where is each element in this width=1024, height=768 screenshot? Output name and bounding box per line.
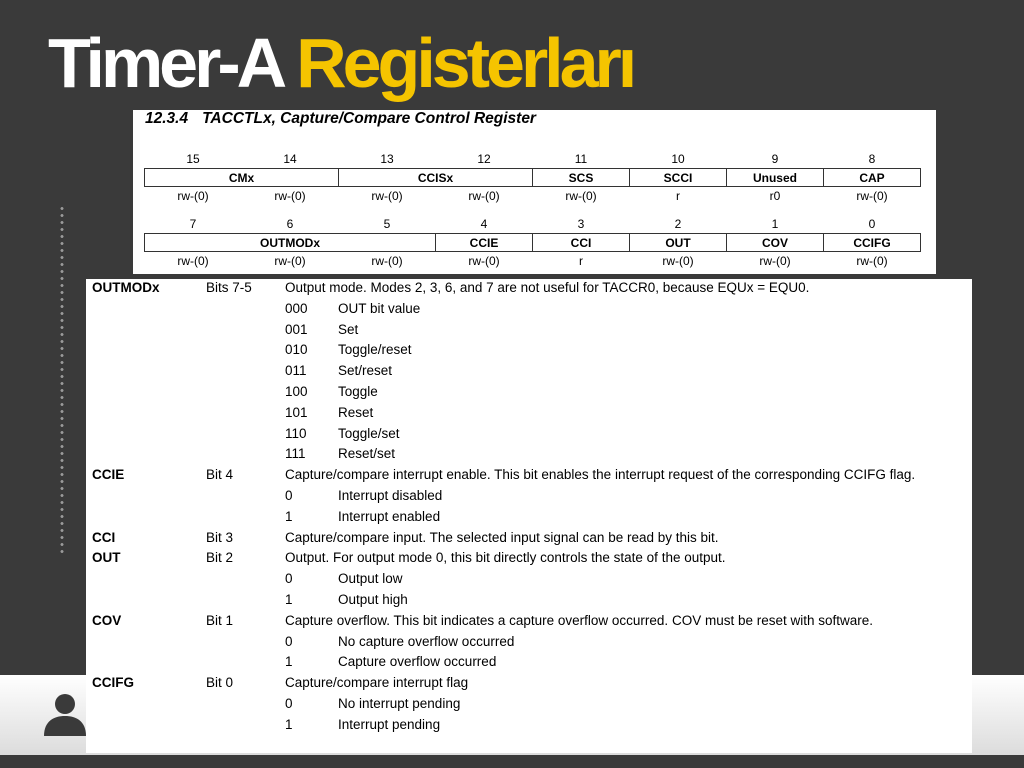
bit-number: 0: [868, 217, 876, 231]
register-field: Unused: [727, 169, 824, 187]
option-code: 0: [285, 571, 293, 587]
access-type: r: [676, 189, 680, 203]
slide-title: [48, 22, 633, 104]
field-name: CCIFG: [92, 675, 134, 691]
option-text: No capture overflow occurred: [338, 633, 515, 649]
option-text: Output high: [338, 592, 408, 607]
access-type: rw-(0): [759, 254, 791, 268]
bit-number: 2: [674, 217, 682, 231]
register-field: CCI: [533, 234, 630, 252]
field-description: Capture/compare input. The selected input signal can be read by this bit.: [285, 529, 719, 545]
field-description: Capture/compare interrupt flag: [285, 675, 469, 691]
access-type: rw-(0): [177, 254, 209, 268]
field-description: Capture/compare interrupt enable. This bit enables the interrupt request of the corresponding CCIFG flag.: [285, 467, 916, 483]
bit-number: 3: [577, 217, 585, 231]
access-type: rw-(0): [371, 189, 403, 203]
slide-title-part1: Timer-A: [48, 24, 297, 102]
register-name: TACCTLx, Capture/Compare Control Register: [202, 110, 536, 127]
option-text: Reset: [338, 404, 374, 420]
footer-bottom-strip: [0, 755, 1024, 768]
access-type: rw-(0): [468, 254, 500, 268]
field-name: CCIE: [92, 467, 125, 483]
access-type: rw-(0): [856, 189, 888, 203]
bit-number: 5: [383, 217, 391, 231]
option-text: Capture overflow occurred: [338, 654, 497, 670]
field-descriptions: [86, 279, 972, 753]
bit-number: 8: [868, 152, 876, 166]
option-code: 1: [285, 654, 293, 670]
option-code: 110: [285, 425, 307, 441]
field-bits: Bit 3: [206, 529, 234, 545]
field-name: OUT: [92, 550, 121, 566]
register-heading: [145, 110, 536, 128]
option-text: Toggle: [338, 384, 378, 399]
field-bits: Bit 0: [206, 675, 234, 691]
option-code: 0: [285, 696, 293, 711]
option-text: Interrupt pending: [338, 716, 441, 732]
access-type: r: [579, 254, 583, 268]
option-code: 1: [285, 592, 293, 607]
bit-number: 4: [480, 217, 488, 231]
option-code: 000: [285, 300, 308, 316]
option-code: 0: [285, 488, 293, 503]
option-code: 101: [285, 404, 308, 420]
option-text: Set/reset: [338, 363, 393, 379]
option-text: OUT bit value: [338, 300, 421, 316]
option-text: Output low: [338, 571, 403, 587]
register-field: COV: [727, 234, 824, 252]
register-field: OUTMODx: [145, 234, 436, 252]
register-field: OUT: [630, 234, 727, 252]
access-type: rw-(0): [468, 189, 500, 203]
field-name: CCI: [92, 529, 116, 545]
register-field: CCIFG: [824, 234, 921, 252]
option-code: 1: [285, 508, 293, 524]
option-code: 001: [285, 321, 308, 337]
field-name: OUTMODx: [92, 280, 160, 295]
bit-number: 6: [286, 217, 294, 231]
bit-number: 7: [189, 217, 197, 231]
option-text: Interrupt enabled: [338, 508, 441, 524]
option-code: 011: [285, 363, 307, 379]
bit-number: 11: [574, 152, 588, 166]
bit-number: 1: [771, 217, 779, 231]
register-field: CAP: [824, 169, 921, 187]
field-bits: Bit 2: [206, 550, 234, 566]
register-lower-byte: [144, 215, 921, 270]
field-name: COV: [92, 612, 122, 628]
register-field: SCCI: [630, 169, 727, 187]
access-type: rw-(0): [274, 254, 306, 268]
access-type: r0: [769, 189, 781, 203]
field-bits: Bit 4: [206, 467, 234, 483]
bit-number: 10: [671, 152, 685, 166]
option-text: Reset/set: [338, 446, 396, 462]
register-field: CCIE: [436, 234, 533, 252]
user-icon: [42, 690, 88, 736]
field-bits: Bits 7-5: [206, 280, 252, 295]
option-text: Toggle/set: [338, 425, 400, 441]
slide-title-part2: Registerları: [296, 24, 634, 102]
option-text: No interrupt pending: [338, 696, 461, 711]
access-type: rw-(0): [274, 189, 306, 203]
register-section-number: 12.3.4: [145, 110, 189, 127]
decorative-dots: [60, 205, 64, 555]
option-text: Set: [338, 321, 359, 337]
access-type: rw-(0): [662, 254, 694, 268]
option-code: 1: [285, 716, 293, 732]
option-code: 0: [285, 633, 293, 649]
option-text: Interrupt disabled: [338, 488, 443, 503]
field-description: Output. For output mode 0, this bit directly controls the state of the output.: [285, 550, 726, 566]
bit-number: 13: [380, 152, 394, 166]
access-type: rw-(0): [856, 254, 888, 268]
register-field: CCISx: [339, 169, 533, 187]
field-description: Output mode. Modes 2, 3, 6, and 7 are not useful for TACCR0, because EQUx = EQU0.: [285, 280, 810, 295]
register-field: CMx: [145, 169, 339, 187]
register-diagram: [133, 110, 936, 274]
field-description: Capture overflow. This bit indicates a capture overflow occurred. COV must be reset with software.: [285, 612, 874, 628]
option-code: 100: [285, 384, 308, 399]
register-field: SCS: [533, 169, 630, 187]
option-text: Toggle/reset: [338, 342, 412, 358]
bit-number: 9: [771, 152, 779, 166]
bit-number: 15: [186, 152, 200, 166]
option-code: 010: [285, 342, 308, 358]
access-type: rw-(0): [177, 189, 209, 203]
bit-number: 14: [283, 152, 297, 166]
access-type: rw-(0): [565, 189, 597, 203]
register-upper-byte: [144, 150, 921, 205]
field-bits: Bit 1: [206, 612, 234, 628]
option-code: 111: [285, 446, 306, 462]
access-type: rw-(0): [371, 254, 403, 268]
bit-number: 12: [477, 152, 491, 166]
